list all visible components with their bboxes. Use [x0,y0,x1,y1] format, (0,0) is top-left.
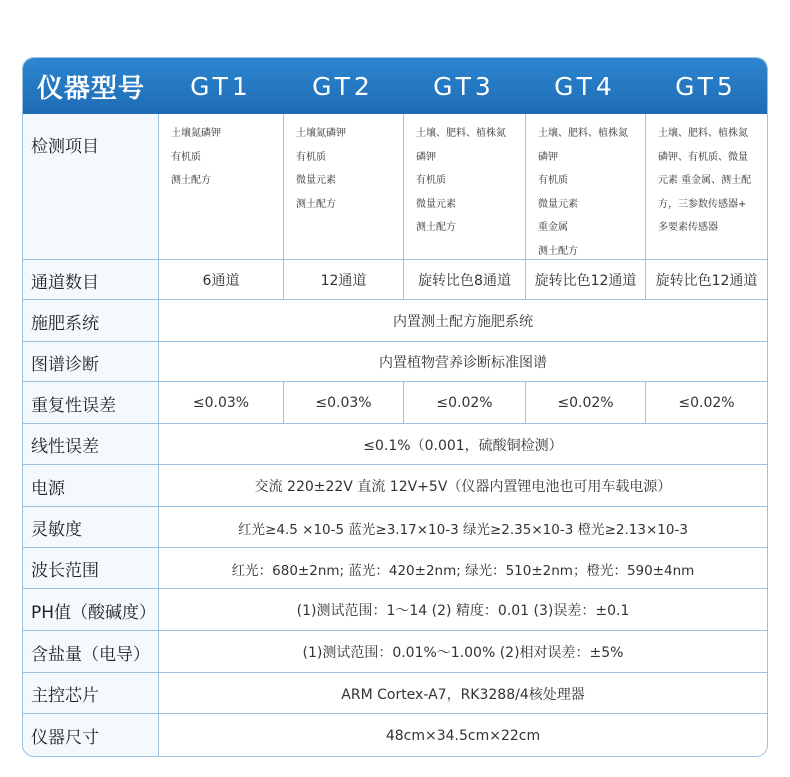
list-item: 土壤氮磷钾 [296,128,346,139]
table-header [23,58,767,114]
row-label: 检测项目 [23,114,159,259]
list-item: 测土配方 [296,198,336,210]
header-label: 仪器型号 [36,73,145,104]
items-gt3 [403,114,525,259]
list-item: 测土配方 [538,245,578,257]
row-wavelength [23,547,767,589]
channels-gt2: 12通道 [283,260,403,300]
items-gt5 [645,114,767,259]
row-label: 波长范围 [23,548,159,589]
power-value: 交流 220±22V 直流 12V+5V（仪器内置锂电池也可用车载电源） [159,465,767,507]
channels-gt1: 6通道 [159,260,283,300]
items-gt1 [159,114,283,259]
row-label: PH值（酸碱度） [23,589,159,631]
model-gt2: GT2 [312,71,374,101]
row-label: 线性误差 [23,424,159,465]
list-item: 土壤、肥料、植株氮 [538,128,628,139]
linear-value: ≤0.1%（0.001，硫酸铜检测） [159,424,767,465]
list-item: 测土配方 [416,222,456,233]
row-label: 通道数目 [23,260,159,300]
repeat-gt1: ≤0.03% [159,382,283,424]
row-chip [23,672,767,714]
repeat-gt5: ≤0.02% [645,382,767,424]
list-item: 磷钾、有机质、微量 [658,151,748,163]
repeat-gt4: ≤0.02% [525,382,645,424]
list-item: 元素 重金属、测土配 [658,175,752,186]
spec-table [22,57,768,757]
row-sensitivity [23,506,767,548]
row-label: 含盐量（电导） [23,631,159,673]
ph-value: (1)测试范围：1～14 (2) 精度：0.01 (3)误差：±0.1 [159,589,767,631]
row-channels [23,259,767,300]
list-item: 磷钾 [538,151,558,163]
list-item: 微量元素 [416,198,456,210]
list-item: 测土配方 [171,175,211,186]
row-repeat [23,381,767,424]
row-items [23,114,767,259]
diagnosis-value: 内置植物营养诊断标准图谱 [159,342,767,382]
list-item: 有机质 [296,151,326,163]
items-gt2 [283,114,403,259]
row-label: 图谱诊断 [23,342,159,382]
row-label: 施肥系统 [23,300,159,342]
model-gt1: GT1 [190,71,252,101]
list-item: 土壤、肥料、植株氮 [658,128,748,139]
row-linear [23,423,767,465]
wavelength-value: 红光：680±2nm; 蓝光：420±2nm; 绿光：510±2nm；橙光：590±4nm [159,548,767,589]
channels-gt3: 旋转比色8通道 [403,260,525,300]
row-label: 灵敏度 [23,507,159,548]
size-value: 48cm×34.5cm×22cm [159,714,767,757]
list-item: 磷钾 [416,151,436,163]
list-item: 重金属 [538,222,568,233]
row-label: 重复性误差 [23,382,159,424]
row-power [23,464,767,507]
row-salt [23,630,767,673]
list-item: 土壤、肥料、植株氮 [416,128,506,139]
channels-gt4: 旋转比色12通道 [525,260,645,300]
sensitivity-value: 红光≥4.5 ×10-5 蓝光≥3.17×10-3 绿光≥2.35×10-3 橙光≥2.13×10-3 [159,507,767,548]
row-size [23,713,767,757]
row-ph [23,588,767,631]
list-item: 土壤氮磷钾 [171,128,221,139]
row-fertilizer [23,299,767,342]
channels-gt5: 旋转比色12通道 [645,260,767,300]
salt-value: (1)测试范围：0.01%～1.00% (2)相对误差：±5% [159,631,767,673]
model-gt5: GT5 [675,71,737,101]
repeat-gt3: ≤0.02% [403,382,525,424]
list-item: 微量元素 [538,198,578,210]
items-gt4 [525,114,645,259]
list-item: 多要素传感器 [658,222,718,233]
list-item: 有机质 [416,175,446,186]
chip-value: ARM Cortex-A7，RK3288/4核处理器 [159,673,767,714]
list-item: 微量元素 [296,175,336,186]
list-item: 有机质 [171,151,201,163]
fertilizer-value: 内置测土配方施肥系统 [159,300,767,342]
list-item: 方，三参数传感器+ [658,198,747,210]
row-label: 主控芯片 [23,673,159,714]
model-gt4: GT4 [554,71,616,101]
model-gt3: GT3 [433,71,495,101]
list-item: 有机质 [538,175,568,186]
row-diagnosis [23,341,767,382]
row-label: 仪器尺寸 [23,714,159,757]
row-label: 电源 [23,465,159,507]
repeat-gt2: ≤0.03% [283,382,403,424]
